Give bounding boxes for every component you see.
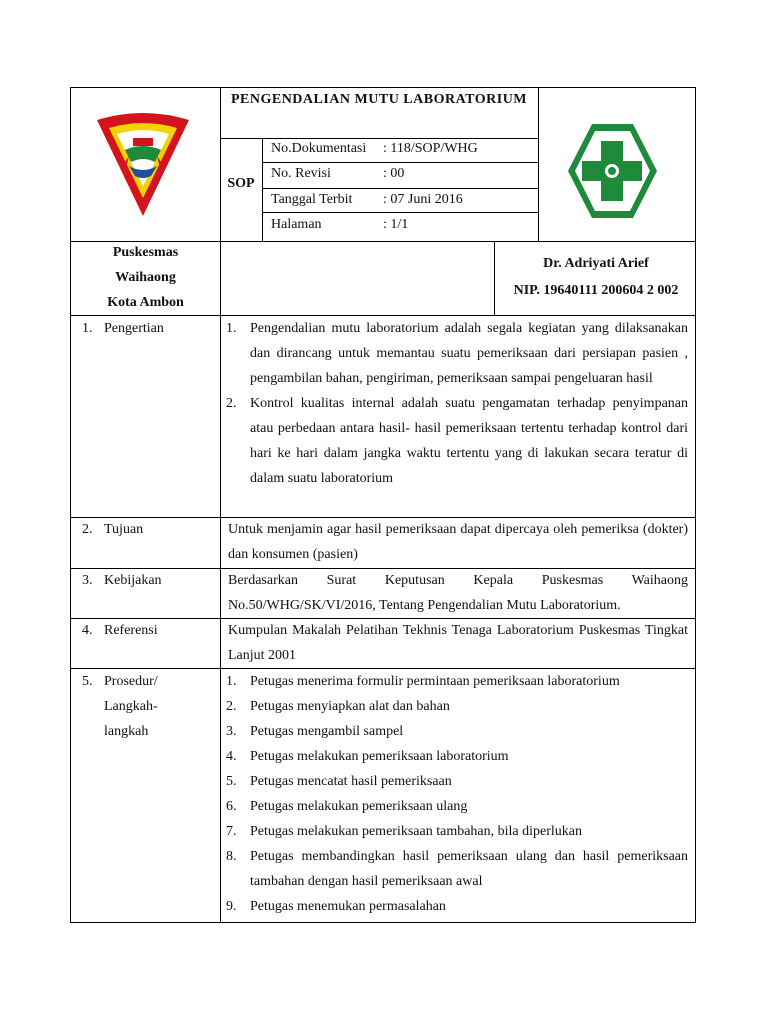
meta-key: No.Dokumentasi bbox=[271, 141, 367, 156]
list-item bbox=[226, 844, 688, 894]
section-label-pengertian bbox=[82, 316, 216, 341]
meta-row-tanggal bbox=[271, 190, 536, 210]
section-title bbox=[104, 669, 158, 744]
meta-row-revisi bbox=[271, 164, 536, 184]
section-title: Referensi bbox=[104, 623, 158, 638]
row-divider-meta-3 bbox=[262, 212, 538, 213]
meta-row-dokumentasi bbox=[271, 139, 536, 159]
puskesmas-cross-icon bbox=[565, 121, 660, 221]
list-item-text: Petugas melakukan pemeriksaan ulang bbox=[250, 799, 468, 814]
section-label-tujuan bbox=[82, 517, 216, 542]
list-item-text: Petugas mencatat hasil pemeriksaan bbox=[250, 774, 452, 789]
kebijakan-text: Berdasarkan Surat Keputusan Kepala Puskesmas Waihaong No.50/WHG/SK/VI/2016, Tentang Pengendalian Mutu Laboratorium. bbox=[228, 573, 688, 613]
list-item bbox=[226, 669, 688, 694]
section-title-line: Langkah- bbox=[104, 699, 158, 714]
section-title: Kebijakan bbox=[104, 573, 162, 588]
list-item bbox=[226, 894, 688, 919]
list-item bbox=[226, 694, 688, 719]
section-number: 1. bbox=[82, 321, 93, 336]
signatory-block bbox=[496, 250, 696, 304]
col-divider-left bbox=[220, 87, 221, 923]
sop-label: SOP bbox=[227, 176, 255, 191]
organization-name bbox=[71, 240, 220, 315]
row-divider-meta-1 bbox=[262, 162, 538, 163]
section-title: Pengertian bbox=[104, 321, 164, 336]
list-item-text: Petugas melakukan pemeriksaan laboratorium bbox=[250, 749, 509, 764]
section-label-referensi bbox=[82, 618, 216, 643]
list-item bbox=[226, 719, 688, 744]
list-item-text: Petugas membandingkan hasil pemeriksaan ulang dan hasil pemeriksaan tambahan dengan hasil pemeriksaan awal bbox=[250, 849, 688, 889]
meta-key: No. Revisi bbox=[271, 166, 331, 181]
section-title-line: langkah bbox=[104, 724, 149, 739]
list-item bbox=[226, 769, 688, 794]
prosedur-list bbox=[226, 669, 688, 919]
list-item bbox=[226, 316, 688, 391]
list-item bbox=[226, 794, 688, 819]
list-item-number: 1. bbox=[226, 674, 237, 689]
org-line: Waihaong bbox=[115, 270, 176, 285]
section-title: Tujuan bbox=[104, 522, 144, 537]
list-item-number: 2. bbox=[226, 396, 237, 411]
list-item bbox=[226, 744, 688, 769]
kota-ambon-emblem-icon bbox=[95, 110, 191, 218]
list-item-number: 7. bbox=[226, 824, 237, 839]
list-item-text: Petugas menemukan permasalahan bbox=[250, 899, 446, 914]
list-item-text: Kontrol kualitas internal adalah suatu pengamatan terhadap penyimpanan atau perbedaan antara hasil- hasil pemeriksaan tertentu terhadap kontrol dari hari ke hari dalam jangka waktu tertentu yang di lakukan secara teratur di dalam suatu laboratorium bbox=[250, 396, 688, 486]
col-divider-sop bbox=[262, 138, 263, 241]
org-line: Kota Ambon bbox=[107, 295, 184, 310]
section-number: 5. bbox=[82, 674, 93, 689]
list-item-number: 3. bbox=[226, 724, 237, 739]
list-item-number: 8. bbox=[226, 849, 237, 864]
section-label-prosedur bbox=[82, 669, 216, 744]
section-number: 2. bbox=[82, 522, 93, 537]
meta-key: Halaman bbox=[271, 217, 322, 232]
meta-value: : 1/1 bbox=[383, 217, 409, 232]
list-item-text: Petugas mengambil sampel bbox=[250, 724, 404, 739]
section-number: 3. bbox=[82, 573, 93, 588]
section-label-kebijakan bbox=[82, 568, 216, 593]
referensi-text: Kumpulan Makalah Pelatihan Tekhnis Tenaga Laboratorium Puskesmas Tingkat Lanjut 2001 bbox=[228, 623, 688, 663]
list-item-number: 9. bbox=[226, 899, 237, 914]
list-item-number: 6. bbox=[226, 799, 237, 814]
list-item-number: 4. bbox=[226, 749, 237, 764]
row-divider-meta-2 bbox=[262, 188, 538, 189]
list-item-number: 2. bbox=[226, 699, 237, 714]
list-item-text: Petugas menyiapkan alat dan bahan bbox=[250, 699, 450, 714]
list-item-text: Pengendalian mutu laboratorium adalah segala kegiatan yang dilaksanakan dan dirancang untuk memantau suatu pemeriksaan dari persiapan pasien , pengambilan bahan, pengiriman, pemeriksaan sampai pengeluaran hasil bbox=[250, 321, 688, 386]
meta-key: Tanggal Terbit bbox=[271, 192, 353, 207]
tujuan-text: Untuk menjamin agar hasil pemeriksaan dapat dipercaya oleh pemeriksa (dokter) dan konsumen (pasien) bbox=[228, 522, 688, 562]
signatory-name: Dr. Adriyati Arief bbox=[543, 256, 649, 271]
org-line: Puskesmas bbox=[112, 245, 179, 260]
meta-value: : 118/SOP/WHG bbox=[383, 141, 478, 156]
pengertian-list bbox=[226, 316, 688, 491]
col-divider-sign bbox=[494, 241, 495, 315]
list-item-text: Petugas menerima formulir permintaan pemeriksaan laboratorium bbox=[250, 674, 620, 689]
meta-row-halaman bbox=[271, 215, 536, 235]
col-divider-header-right bbox=[538, 87, 539, 241]
document-title: PENGENDALIAN MUTU LABORATORIUM bbox=[230, 92, 528, 107]
meta-value: : 00 bbox=[383, 166, 405, 181]
list-item-number: 5. bbox=[226, 774, 237, 789]
list-item bbox=[226, 391, 688, 491]
section-title-line: Prosedur/ bbox=[104, 674, 158, 689]
list-item-text: Petugas melakukan pemeriksaan tambahan, bila diperlukan bbox=[250, 824, 583, 839]
list-item bbox=[226, 819, 688, 844]
list-item-number: 1. bbox=[226, 321, 237, 336]
signatory-nip: NIP. 19640111 200604 2 002 bbox=[513, 283, 679, 298]
meta-value: : 07 Juni 2016 bbox=[383, 192, 463, 207]
section-number: 4. bbox=[82, 623, 93, 638]
